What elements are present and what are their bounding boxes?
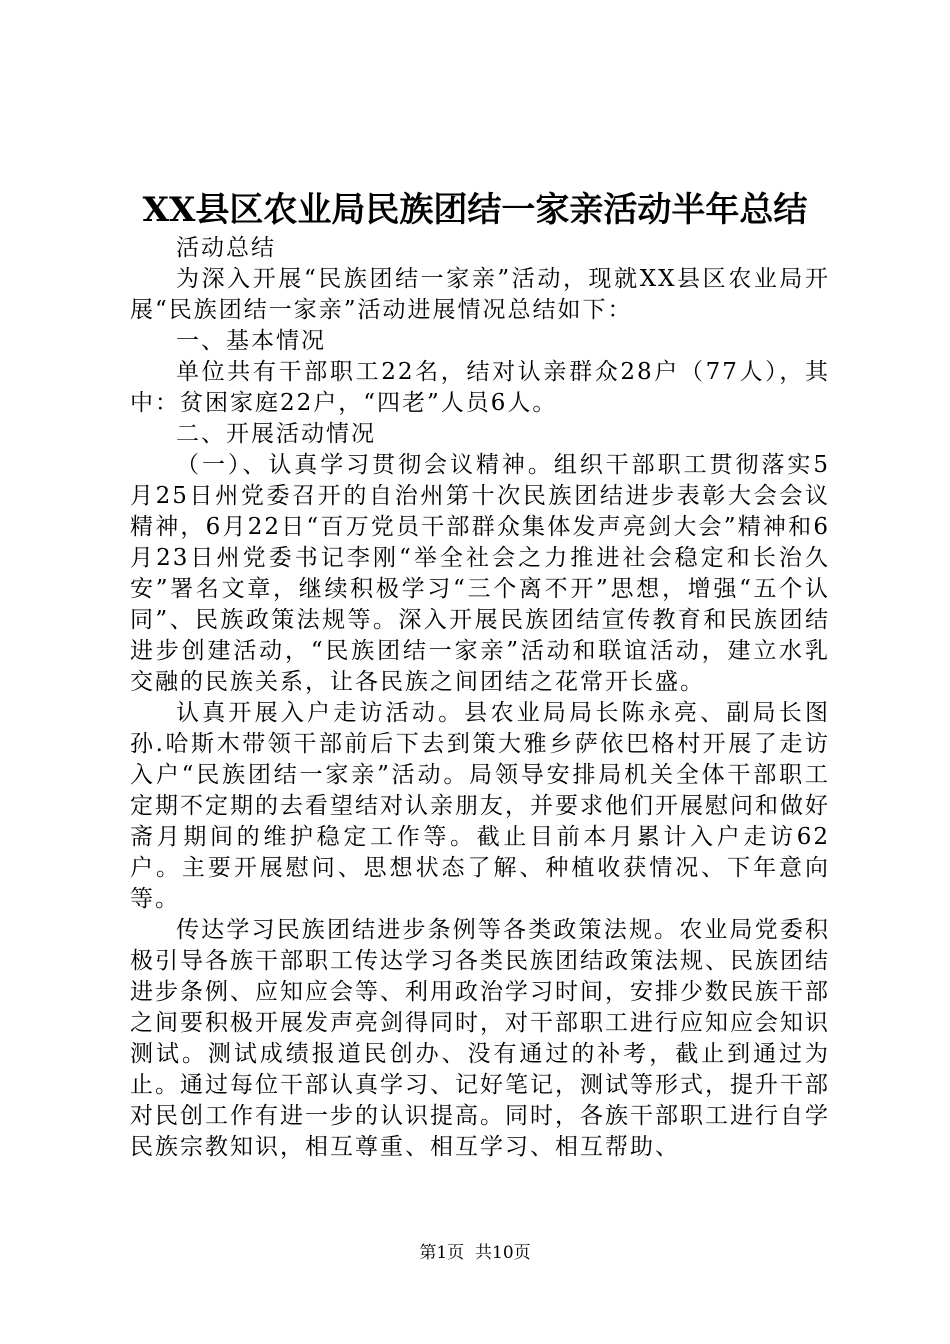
- heading-basic-situation: 一、基本情况: [176, 328, 326, 354]
- document-title: XX县区农业局民族团结一家亲活动半年总结: [142, 190, 808, 230]
- paragraph-policy-study: 传达学习民族团结进步条例等各类政策法规。农业局党委积极引导各族干部职工传达学习各类民族团结政策法规、民族团结进步条例、应知应会等、利用政治学习时间，安排少数民族干部之间要积极开展发声亮剑得同时，对干部职工进行应知应会知识测试。测试成绩报道民创办、没有通过的补考，截止到通过为止。通过每位干部认真学习、记好笔记，测试等形式，提升干部对民创工作有进一步的认识提高。同时，各族干部职工进行自学民族宗教知识，相互尊重、相互学习、相互帮助、: [130, 917, 830, 1160]
- paragraph-basic-situation: 单位共有干部职工22名，结对认亲群众28户（77人），其中：贫困家庭22户，“四老”人员6人。: [130, 359, 830, 416]
- paragraph-home-visits: 认真开展入户走访活动。县农业局局长陈永亮、副局长图孙.哈斯木带领干部前后下去到策大雅乡萨依巴格村开展了走访入户“民族团结一家亲”活动。局领导安排局机关全体干部职工定期不定期的去看望结对认亲朋友，并要求他们开展慰问和做好斋月期间的维护稳定工作等。截止目前本月累计入户走访62户。主要开展慰问、思想状态了解、种植收获情况、下年意向等。: [130, 700, 830, 912]
- page-footer: [0, 1241, 950, 1265]
- document-body: [130, 233, 830, 1163]
- page-number-current: 第1页: [419, 1243, 465, 1263]
- footer-separator: [464, 1243, 475, 1263]
- paragraph-activity-summary: 活动总结: [176, 235, 276, 261]
- paragraph-study-meetings: （一）、认真学习贯彻会议精神。组织干部职工贯彻落实5月25日州党委召开的自治州第十次民族团结进步表彰大会会议精神，6月22日“百万党员干部群众集体发声亮剑大会”精神和6月23日州党委书记李刚“举全社会之力推进社会稳定和长治久安”署名文章，继续积极学习“三个离不开”思想，增强“五个认同”、民族政策法规等。深入开展民族团结宣传教育和民族团结进步创建活动，“民族团结一家亲”活动和联谊活动，建立水乳交融的民族关系，让各民族之间团结之花常开长盛。: [130, 452, 830, 695]
- page-number-total: 共10页: [475, 1243, 531, 1263]
- paragraph-intro: 为深入开展“民族团结一家亲”活动，现就XX县区农业局开展“民族团结一家亲”活动进展情况总结如下：: [130, 266, 830, 323]
- heading-activities: 二、开展活动情况: [176, 421, 376, 447]
